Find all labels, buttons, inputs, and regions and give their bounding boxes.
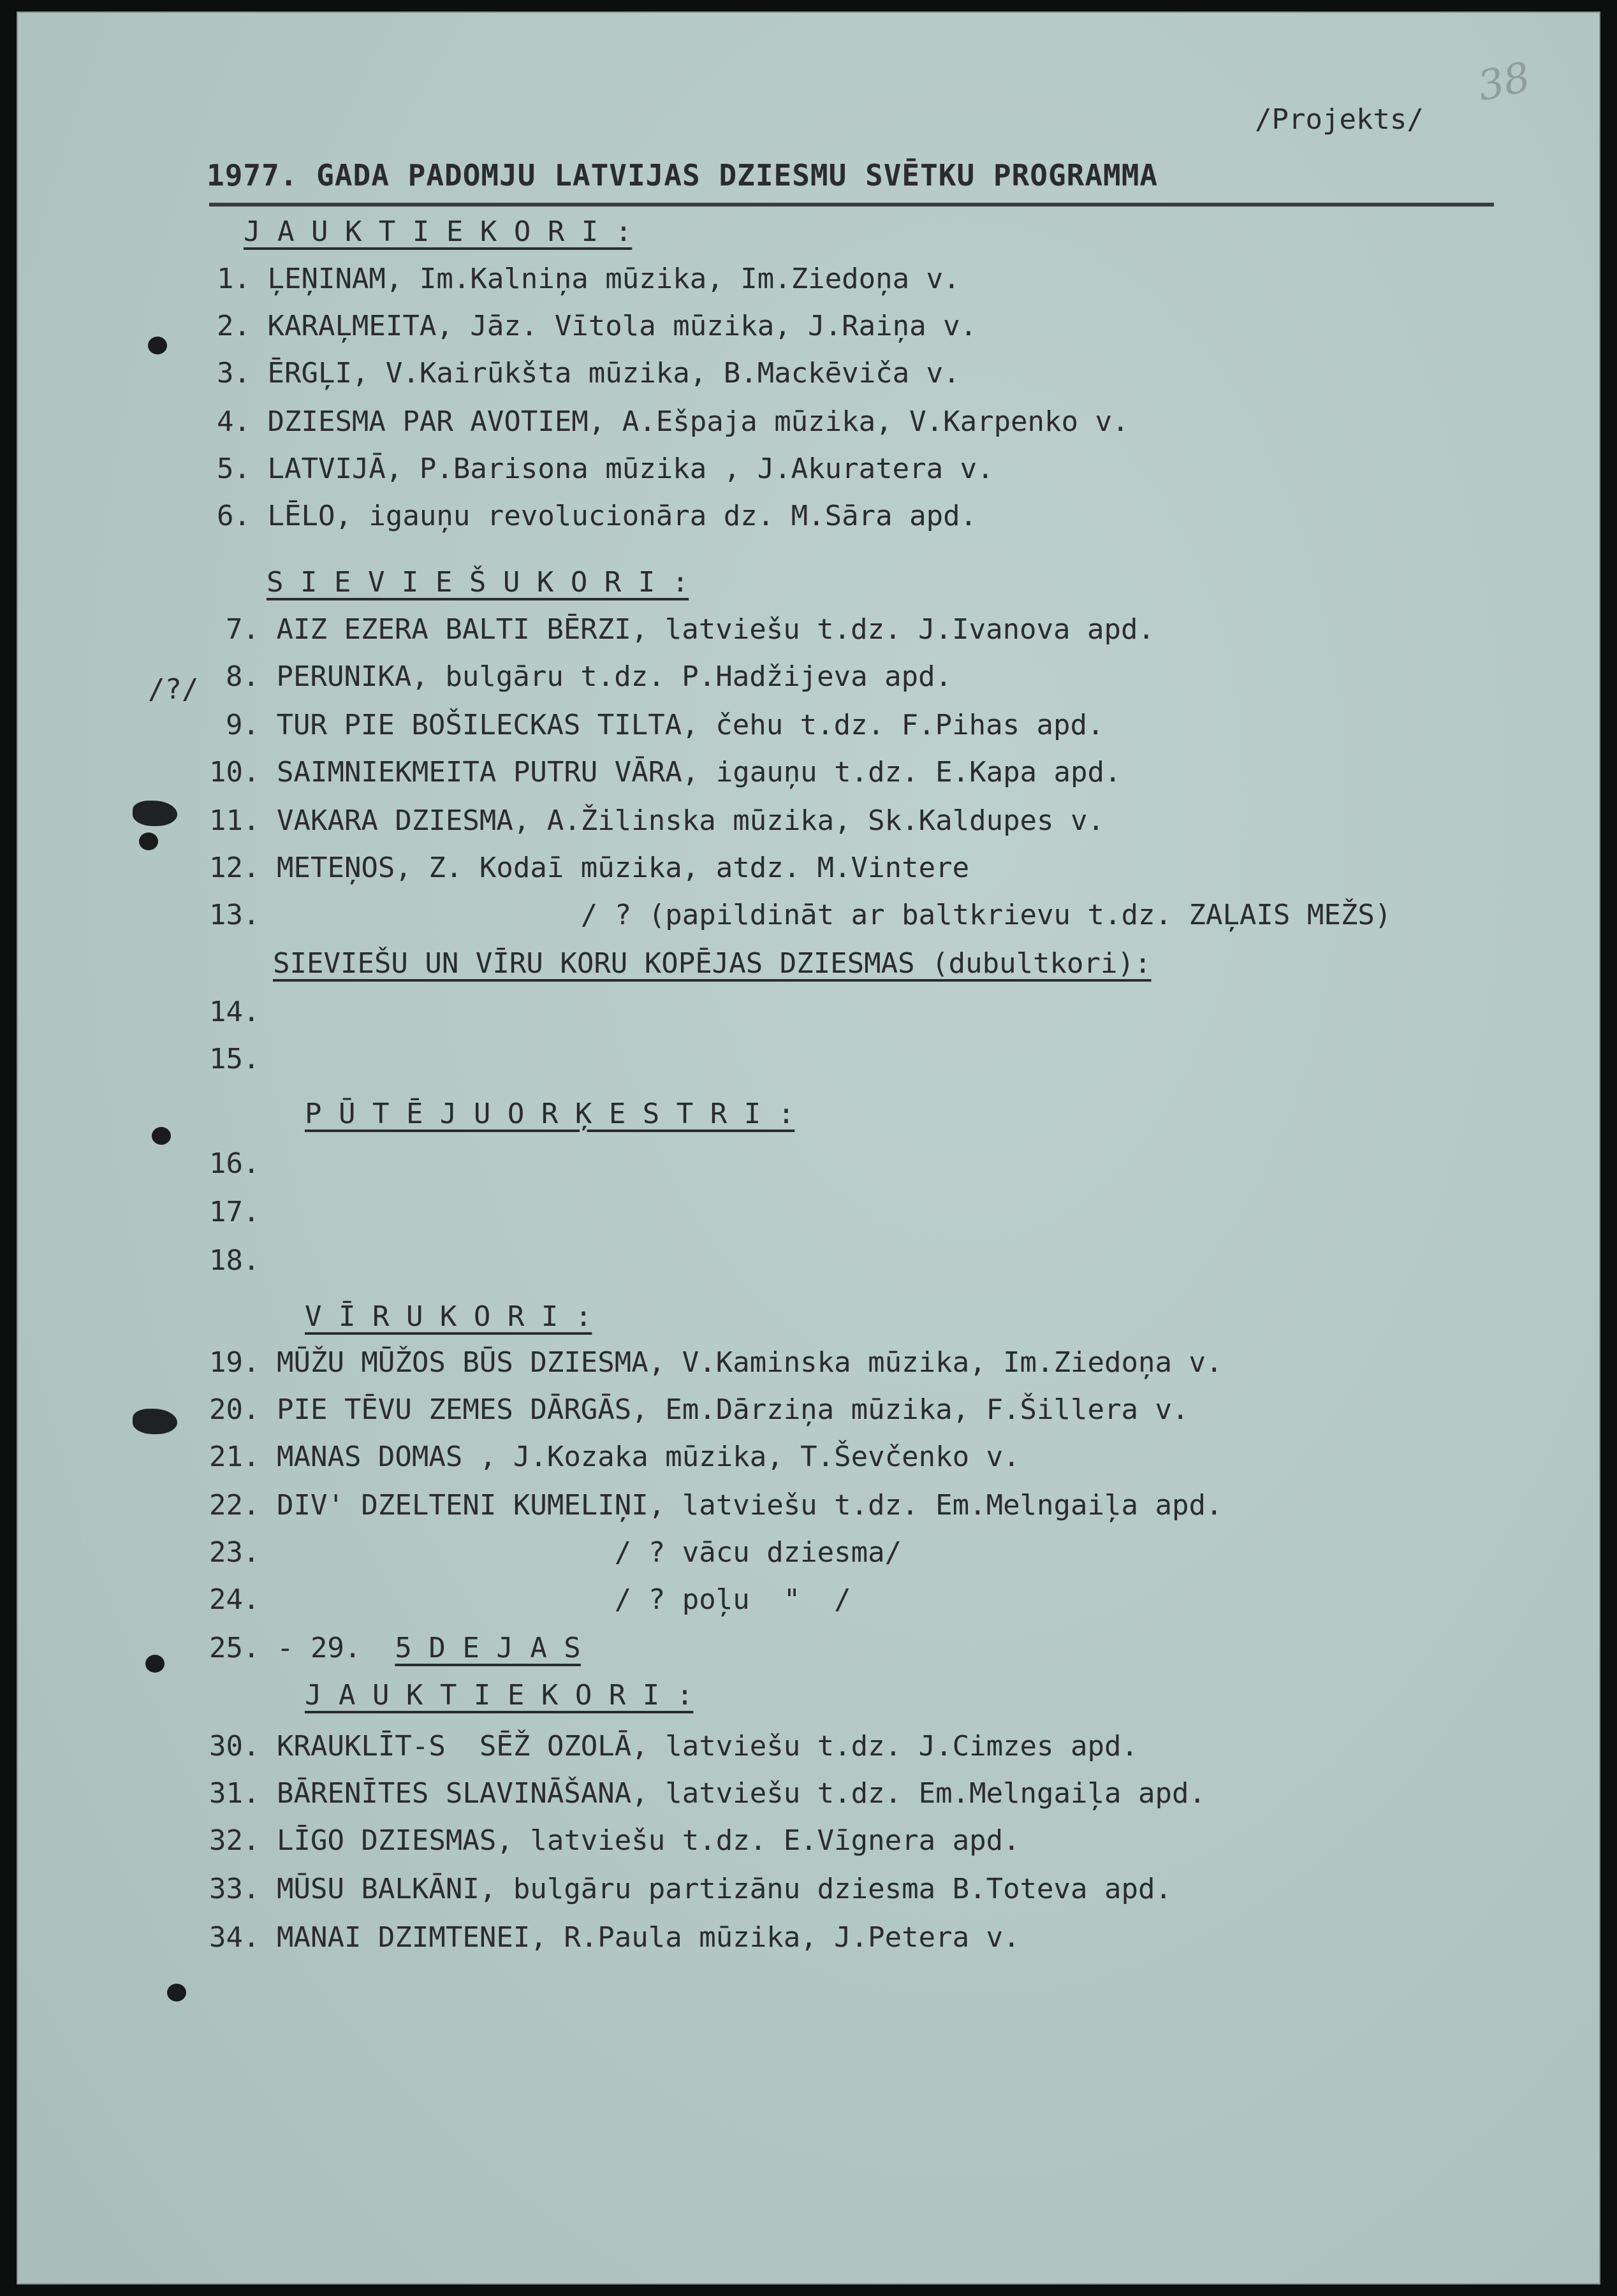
list-item: 5. LATVIJĀ, P.Barisona mūzika , J.Akuratera v. xyxy=(217,453,994,485)
punch-hole xyxy=(145,1655,165,1673)
section-heading: J A U K T I E K O R I : xyxy=(244,215,633,248)
list-item: 33. MŪSU BALKĀNI, bulgāru partizānu dziesma B.Toteva apd. xyxy=(209,1873,1172,1905)
list-item: 19. MŪŽU MŪŽOS BŪS DZIESMA, V.Kaminska mūzika, Im.Ziedoņa v. xyxy=(209,1346,1223,1379)
list-item: 25. - 29. 5 D E J A S xyxy=(209,1632,581,1664)
list-item: 14. xyxy=(209,996,260,1028)
list-item: 17. xyxy=(209,1196,260,1228)
section-heading: J A U K T I E K O R I : xyxy=(305,1679,694,1711)
list-item: 20. PIE TĒVU ZEMES DĀRGĀS, Em.Dārziņa mūzika, F.Šillera v. xyxy=(209,1393,1189,1426)
punch-hole xyxy=(148,337,167,354)
list-item: 1. ĻEŅINAM, Im.Kalniņa mūzika, Im.Ziedoņa v. xyxy=(217,263,960,295)
list-item: 24. / ? poļu " / xyxy=(209,1583,851,1616)
list-item: 34. MANAI DZIMTENEI, R.Paula mūzika, J.Petera v. xyxy=(209,1921,1020,1954)
archive-number: 38 xyxy=(1474,54,1535,111)
list-item: 8. PERUNIKA, bulgāru t.dz. P.Hadžijeva apd. xyxy=(226,660,953,693)
document-title: 1977. GADA PADOMJU LATVIJAS DZIESMU SVĒTKU PROGRAMMA xyxy=(207,158,1159,193)
list-item: 13. / ? (papildināt ar baltkrievu t.dz. ZAĻAIS MEŽS) xyxy=(209,899,1392,931)
list-item: 11. VAKARA DZIESMA, A.Žilinska mūzika, Sk.Kaldupes v. xyxy=(209,804,1105,837)
list-item: 10. SAIMNIEKMEITA PUTRU VĀRA, igauņu t.dz. E.Kapa apd. xyxy=(209,756,1122,788)
list-item: 30. KRAUKLĪT-S SĒŽ OZOLĀ, latviešu t.dz. J.Cimzes apd. xyxy=(209,1730,1138,1762)
list-item: 12. METEŅOS, Z. Kodaī mūzika, atdz. M.Vintere xyxy=(209,852,970,884)
list-item: 32. LĪGO DZIESMAS, latviešu t.dz. E.Vīgnera apd. xyxy=(209,1824,1020,1857)
margin-note: /?/ xyxy=(148,673,199,706)
list-item: 15. xyxy=(209,1043,260,1075)
section-heading: V Ī R U K O R I : xyxy=(305,1300,592,1333)
punch-hole xyxy=(167,1984,186,2002)
ink-smudge xyxy=(133,801,177,826)
section-heading: SIEVIEŠU UN VĪRU KORU KOPĒJAS DZIESMAS (dubultkori): xyxy=(273,947,1152,980)
document-page xyxy=(17,11,1600,2285)
list-item: 2. KARAĻMEITA, Jāz. Vītola mūzika, J.Raiņa v. xyxy=(217,310,977,342)
list-item: 3. ĒRGĻI, V.Kairūkšta mūzika, B.Mackēviča v. xyxy=(217,357,960,389)
list-item: 4. DZIESMA PAR AVOTIEM, A.Ešpaja mūzika, V.Karpenko v. xyxy=(217,405,1129,438)
list-item: 6. LĒLO, igauņu revolucionāra dz. M.Sāra apd. xyxy=(217,500,977,532)
punch-hole xyxy=(152,1127,171,1145)
ink-smudge xyxy=(133,1409,177,1434)
title-underline xyxy=(209,203,1494,207)
list-item: 16. xyxy=(209,1147,260,1180)
list-item: 9. TUR PIE BOŠILECKAS TILTA, čehu t.dz. F.Pihas apd. xyxy=(226,709,1104,741)
punch-hole xyxy=(139,832,158,850)
list-item: 21. MANAS DOMAS , J.Kozaka mūzika, T.Ševčenko v. xyxy=(209,1441,1020,1473)
section-heading: P Ū T Ē J U O R Ķ E S T R I : xyxy=(305,1098,795,1130)
list-item: 7. AIZ EZERA BALTI BĒRZI, latviešu t.dz. J.Ivanova apd. xyxy=(226,613,1155,646)
list-item: 22. DIV' DZELTENI KUMELIŅI, latviešu t.dz. Em.Melngaiļa apd. xyxy=(209,1489,1223,1522)
section-heading: S I E V I E Š U K O R I : xyxy=(267,566,689,599)
list-item: 31. BĀRENĪTES SLAVINĀŠANA, latviešu t.dz. Em.Melngaiļa apd. xyxy=(209,1777,1206,1810)
list-item: 18. xyxy=(209,1244,260,1277)
list-item: 23. / ? vācu dziesma/ xyxy=(209,1536,902,1569)
draft-label: /Projekts/ xyxy=(1255,103,1424,136)
